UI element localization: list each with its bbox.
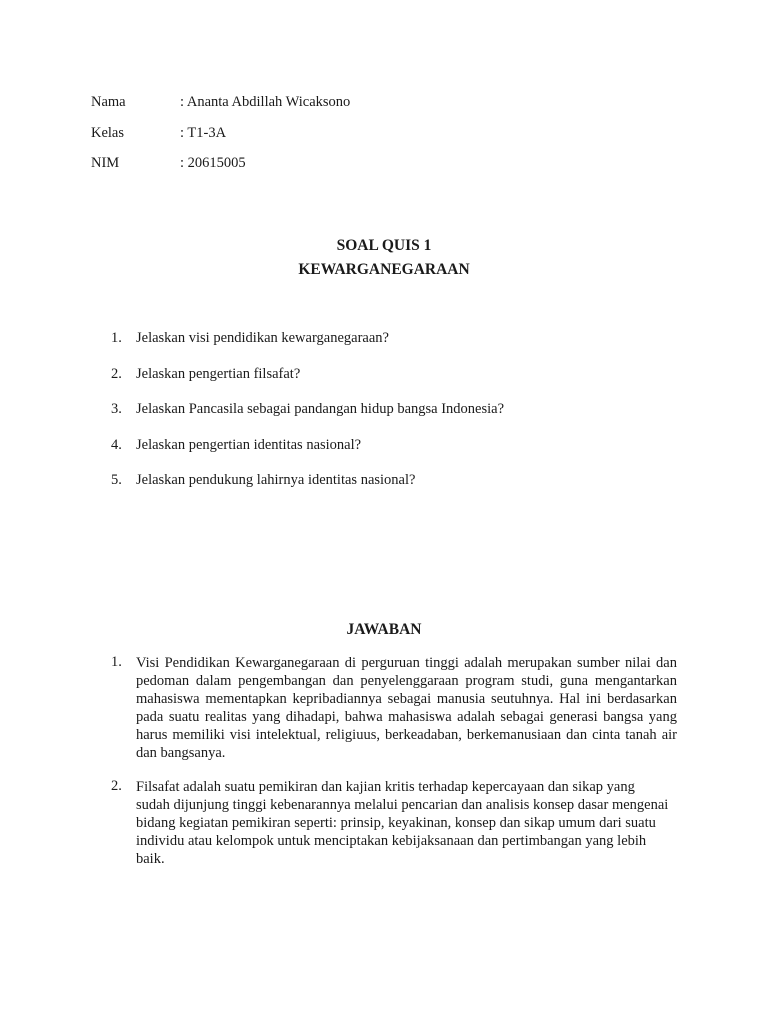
question-text: Jelaskan visi pendidikan kewarganegaraan?: [136, 330, 389, 346]
question-text: Jelaskan pengertian identitas nasional?: [136, 436, 362, 453]
answer-item: [111, 654, 677, 762]
question-item: [111, 401, 504, 437]
question-number: 5.: [111, 472, 122, 489]
question-text: Jelaskan Pancasila sebagai pandangan hidup bangsa Indonesia?: [136, 401, 505, 418]
info-row-nama: [91, 94, 350, 125]
nama-label: Nama: [91, 94, 126, 110]
answer-number: 1.: [111, 654, 122, 670]
answer-text: Visi Pendidikan Kewarganegaraan di perguruan tinggi adalah merupakan sumber nilai dan pedoman dalam pengembangan dan penyelenggaraan program studi, guna mengantarkan mahasiswa mementapkan kepribadiannya sebagai manusia seutuhnya. Hal ini berdasarkan pada suatu realitas yang dihadapi, bahwa mahasiswa adalah sebagai generasi bangsa yang harus memiliki visi intelektual, religiuus, berkeadaban, berkemanusiaan dan cinta tanah air dan bangsanya.: [136, 655, 677, 761]
kelas-label: Kelas: [91, 124, 125, 141]
student-info: [91, 94, 350, 186]
question-text: Jelaskan pengertian filsafat?: [136, 365, 301, 382]
question-number: 1.: [111, 330, 122, 346]
question-item: [111, 330, 504, 366]
answers-heading: JAWABAN: [346, 621, 422, 638]
question-list: [111, 330, 504, 508]
title-line-2: KEWARGANEGARAAN: [298, 261, 470, 278]
question-item: [111, 437, 504, 473]
question-text: Jelaskan pendukung lahirnya identitas nasional?: [136, 472, 416, 489]
question-number: 3.: [111, 401, 122, 418]
question-number: 4.: [111, 436, 122, 453]
question-number: 2.: [111, 365, 122, 382]
info-row-nim: [91, 155, 350, 186]
answer-item: [111, 778, 671, 868]
document-title: [0, 234, 768, 282]
nim-label: NIM: [91, 155, 120, 171]
question-item: [111, 472, 504, 508]
kelas-value: : T1-3A: [180, 124, 227, 141]
answer-number: 2.: [111, 778, 122, 794]
question-item: [111, 366, 504, 402]
nim-value: : 20615005: [180, 155, 246, 171]
info-row-kelas: [91, 125, 350, 156]
nama-value: : Ananta Abdillah Wicaksono: [180, 94, 351, 110]
answer-text: Filsafat adalah suatu pemikiran dan kajian kritis terhadap kepercayaan dan sikap yang sudah dijunjung tinggi kebenarannya melalui pencarian dan analisis konsep dasar mengenai bidang kegiatan pemikiran seperti: prinsip, keyakinan, konsep dan sikap umum dari suatu individu atau kelompok untuk menciptakan kebijaksanaan dan pertimbangan yang lebih baik.: [136, 779, 669, 867]
title-line-1: SOAL QUIS 1: [336, 237, 432, 254]
